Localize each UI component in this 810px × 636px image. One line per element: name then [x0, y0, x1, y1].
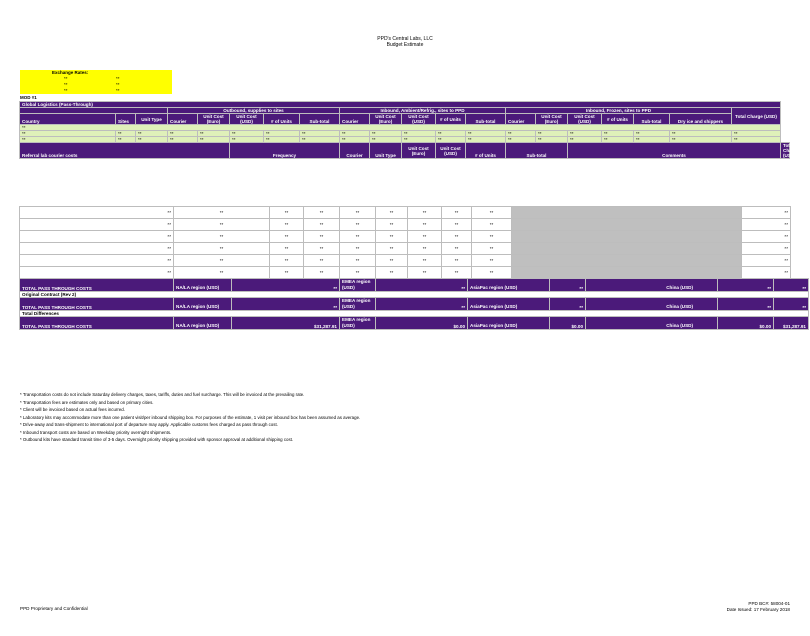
rate-cell: **: [64, 76, 68, 81]
cell: **: [602, 137, 634, 143]
cell: **: [436, 131, 466, 137]
note: * Outbound kits have standard transit time of 3-5 days. Overnight priority shipping provided with sponsor approval at additional shipping cost.: [20, 437, 294, 442]
col-header: Sub-total: [634, 114, 670, 125]
cell: **: [472, 267, 512, 279]
footer-info: [727, 601, 790, 613]
cell: **: [340, 131, 370, 137]
cell: **: [20, 131, 116, 137]
asiapac-value: **: [550, 279, 586, 292]
section-label: Total Differences: [20, 311, 809, 317]
footer-date: Date Issued: 17 February 2018: [726, 607, 790, 612]
nala-value: $31,287.91: [232, 317, 340, 330]
cell: **: [732, 131, 781, 137]
cell: **: [174, 267, 270, 279]
cell: **: [340, 137, 370, 143]
note: * Transportation costs do not include Saturday delivery charges, taxes, tariffs, duties and fuel surcharge. This will be invoiced at the prevailing rate.: [20, 392, 305, 397]
referral-row: [20, 231, 791, 243]
referral-table: [19, 206, 791, 279]
totals-row: [20, 279, 809, 292]
nala-value: **: [232, 279, 340, 292]
cell: **: [340, 207, 376, 219]
totals-label: TOTAL PASS THROUGH COSTS: [20, 317, 174, 330]
cell: **: [442, 255, 472, 267]
nala-label: NA/LA region (USD): [174, 279, 232, 292]
totals-row: [20, 298, 809, 311]
cell: **: [270, 255, 304, 267]
col-header: Courier: [340, 114, 370, 125]
cell: **: [116, 131, 136, 137]
cell: **: [270, 219, 304, 231]
referral-header-row: [20, 143, 790, 159]
cell: **: [442, 243, 472, 255]
cell: **: [370, 137, 402, 143]
col-header: Courier: [506, 114, 536, 125]
cell: **: [20, 267, 174, 279]
cell: **: [742, 219, 791, 231]
col-header: Courier: [340, 143, 370, 159]
cell: **: [634, 137, 670, 143]
cell: **: [270, 267, 304, 279]
exchange-rates-title: Exchange Rates:: [52, 70, 89, 75]
cell: **: [408, 243, 442, 255]
document-title: Budget Estimate: [386, 42, 424, 48]
col-header: Unit Type: [370, 143, 402, 159]
cell: [512, 255, 742, 267]
inbound-ambient-group: Inbound, Ambient/Refrig., sites to PPD: [340, 108, 506, 114]
cell: **: [270, 243, 304, 255]
cell: **: [670, 137, 732, 143]
cell: **: [304, 207, 340, 219]
cell: **: [300, 137, 340, 143]
cell: [512, 231, 742, 243]
cell: **: [136, 137, 168, 143]
cell: **: [376, 231, 408, 243]
cell: **: [116, 137, 136, 143]
cell: **: [304, 255, 340, 267]
cell: **: [168, 131, 198, 137]
section-label: Original Contract (Rev 2): [20, 292, 809, 298]
col-header: Sub-total: [466, 114, 506, 125]
cell: **: [304, 243, 340, 255]
cell: **: [20, 255, 174, 267]
col-header: Country: [20, 114, 116, 125]
referral-row: [20, 219, 791, 231]
cell: **: [634, 131, 670, 137]
section-title: Global Logistics (Pass-Through): [20, 102, 781, 108]
cell: **: [300, 131, 340, 137]
totals-table: [19, 278, 809, 330]
col-header: Unit Type: [136, 114, 168, 125]
cell: [512, 207, 742, 219]
cell: **: [174, 219, 270, 231]
col-header: # of Units: [264, 114, 300, 125]
cell: **: [174, 243, 270, 255]
cell: **: [376, 219, 408, 231]
cell: **: [340, 255, 376, 267]
cell: **: [264, 137, 300, 143]
asiapac-label: AsiaPac region (USD): [468, 298, 550, 311]
cell: **: [536, 137, 568, 143]
cell: **: [304, 219, 340, 231]
col-header: Unit Cost (USD): [568, 114, 602, 125]
total-charge-header: Total Charge (USD): [732, 108, 781, 125]
total-value: **: [774, 279, 809, 292]
col-header: Courier: [168, 114, 198, 125]
cell: **: [442, 219, 472, 231]
cell: **: [506, 137, 536, 143]
cell: **: [136, 131, 168, 137]
col-header: Frequency: [230, 143, 340, 159]
cell: **: [20, 219, 174, 231]
footer-bc-number: PPD BC#: 58004-01: [748, 601, 790, 606]
cell: **: [340, 267, 376, 279]
total-value: $31,287.91: [774, 317, 809, 330]
cell: **: [466, 137, 506, 143]
cell: **: [174, 207, 270, 219]
referral-row: [20, 255, 791, 267]
cell: **: [472, 219, 512, 231]
totals-label: TOTAL PASS THROUGH COSTS: [20, 298, 174, 311]
col-header: Total Charge (USD): [781, 143, 790, 159]
cell: **: [174, 231, 270, 243]
cell: **: [230, 137, 264, 143]
note: * Drive-away and trans-shipment to international port of departure may apply. Applicable customs fees charged as pass through cost.: [20, 422, 278, 427]
cell: **: [168, 137, 198, 143]
cell: **: [408, 267, 442, 279]
rate-cell: **: [64, 88, 68, 93]
emea-label: EMEA region (USD): [340, 298, 376, 311]
china-value: **: [718, 298, 774, 311]
asiapac-label: AsiaPac region (USD): [468, 279, 550, 292]
cell: **: [402, 131, 436, 137]
col-header: Dry ice and shippers: [670, 114, 732, 125]
cell: **: [568, 137, 602, 143]
cell: **: [304, 231, 340, 243]
cell: [512, 219, 742, 231]
col-header: Comments: [568, 143, 781, 159]
cell: **: [742, 231, 791, 243]
cell: **: [442, 207, 472, 219]
referral-title: Referral lab courier costs: [20, 143, 230, 159]
cell: **: [742, 207, 791, 219]
cell: **: [466, 131, 506, 137]
nala-label: NA/LA region (USD): [174, 317, 232, 330]
china-label: China (USD): [586, 279, 718, 292]
outbound-group: Outbound, supplies to sites: [168, 108, 340, 114]
note: * Client will be invoiced based on actual fees incurred.: [20, 407, 125, 412]
rate-cell: **: [64, 82, 68, 87]
col-header: Sub-total: [300, 114, 340, 125]
china-label: China (USD): [586, 298, 718, 311]
col-header: Sites: [116, 114, 136, 125]
col-header: Unit Cost (Euro): [370, 114, 402, 125]
cell: **: [340, 231, 376, 243]
cell: **: [742, 255, 791, 267]
china-label: China (USD): [586, 317, 718, 330]
cell: **: [376, 207, 408, 219]
col-header: # of Units: [466, 143, 506, 159]
emea-label: EMEA region (USD): [340, 279, 376, 292]
cell: **: [402, 137, 436, 143]
cell: **: [408, 219, 442, 231]
cell: **: [340, 219, 376, 231]
cell: **: [408, 231, 442, 243]
cell: **: [732, 137, 781, 143]
referral-row: [20, 267, 791, 279]
note: * Inbound transport costs are based on Weekday priority overnight shipments.: [20, 429, 172, 435]
asiapac-value: **: [550, 298, 586, 311]
emea-value: **: [376, 279, 468, 292]
cell: **: [264, 131, 300, 137]
cell: **: [20, 231, 174, 243]
referral-row: [20, 207, 791, 219]
col-header: Sub-total: [506, 143, 568, 159]
cell: **: [472, 243, 512, 255]
cell: **: [742, 243, 791, 255]
col-header: Unit Cost (Euro): [402, 143, 436, 159]
nala-label: NA/LA region (USD): [174, 298, 232, 311]
cell: **: [472, 207, 512, 219]
cell: **: [340, 243, 376, 255]
inbound-frozen-group: Inbound, Frozen, sites to PPD: [506, 108, 732, 114]
company-name: PPD's Central Labs, LLC: [377, 36, 433, 42]
rate-cell: **: [116, 88, 120, 93]
page-header: [0, 36, 810, 48]
cell: **: [370, 131, 402, 137]
cell: **: [506, 131, 536, 137]
china-value: $0.00: [718, 317, 774, 330]
cell: **: [174, 255, 270, 267]
totals-label: TOTAL PASS THROUGH COSTS: [20, 279, 174, 292]
cell: **: [408, 207, 442, 219]
emea-value: **: [376, 298, 468, 311]
cell: **: [20, 243, 174, 255]
budget-table: [19, 101, 799, 159]
cell: **: [602, 131, 634, 137]
footer-confidential: PPD Proprietary and Confidential: [20, 606, 88, 611]
col-header: Unit Cost (Euro): [198, 114, 230, 125]
cell: **: [198, 137, 230, 143]
china-value: **: [718, 279, 774, 292]
exchange-rates-box: [20, 70, 172, 94]
cell: **: [376, 243, 408, 255]
cell: [512, 243, 742, 255]
col-header: Unit Cost (Euro): [536, 114, 568, 125]
col-header: Unit Cost (USD): [402, 114, 436, 125]
cell: **: [568, 131, 602, 137]
region-label: **: [20, 125, 781, 131]
col-header: Unit Cost (USD): [230, 114, 264, 125]
cell: **: [270, 207, 304, 219]
exchange-row: [20, 88, 172, 94]
cell: **: [230, 131, 264, 137]
asiapac-value: $0.00: [550, 317, 586, 330]
cell: **: [376, 255, 408, 267]
total-value: **: [774, 298, 809, 311]
emea-value: $0.00: [376, 317, 468, 330]
cell: **: [20, 137, 116, 143]
cell: **: [436, 137, 466, 143]
col-header: # of Units: [602, 114, 634, 125]
cell: **: [442, 267, 472, 279]
mod-label: MOD #1: [20, 95, 37, 100]
rate-cell: **: [116, 76, 120, 81]
cell: **: [408, 255, 442, 267]
cell: **: [472, 231, 512, 243]
notes-list: [20, 391, 360, 444]
asiapac-label: AsiaPac region (USD): [468, 317, 550, 330]
note: * Laboratory kits may accommodate more than one patient visit/per inbound shipping box. For purposes of the estimate, 1 visit per inbound box has been assumed as average.: [20, 414, 361, 420]
cell: **: [442, 231, 472, 243]
referral-row: [20, 243, 791, 255]
col-header: # of Units: [436, 114, 466, 125]
cell: **: [742, 267, 791, 279]
rate-cell: **: [116, 82, 120, 87]
cell: **: [304, 267, 340, 279]
col-header: Unit Cost (USD): [436, 143, 466, 159]
cell: **: [20, 207, 174, 219]
cell: [512, 267, 742, 279]
note: * Transportation fees are estimates only and based on primary cities.: [20, 399, 154, 405]
cell: **: [472, 255, 512, 267]
cell: **: [670, 131, 732, 137]
totals-row: [20, 317, 809, 330]
cell: **: [536, 131, 568, 137]
nala-value: **: [232, 298, 340, 311]
cell: **: [270, 231, 304, 243]
cell: **: [376, 267, 408, 279]
column-header-row: [20, 114, 790, 125]
cell: **: [198, 131, 230, 137]
emea-label: EMEA region (USD): [340, 317, 376, 330]
